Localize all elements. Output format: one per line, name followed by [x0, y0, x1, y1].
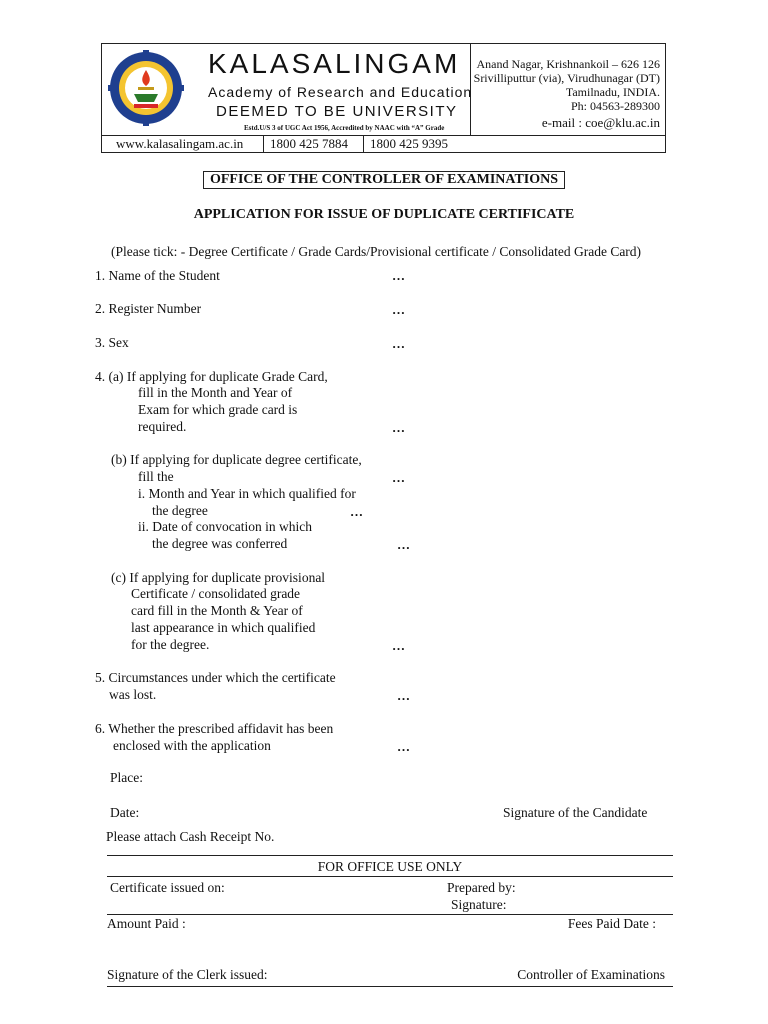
- clerk-signature-label: Signature of the Clerk issued:: [107, 967, 268, 982]
- candidate-signature-label: Signature of the Candidate: [503, 805, 648, 820]
- amount-paid-label: Amount Paid :: [107, 916, 186, 931]
- phone-number: Ph: 04563-289300: [570, 99, 660, 113]
- question-affidavit: enclosed with the application: [113, 738, 271, 753]
- answer-dots: …: [392, 268, 406, 283]
- tollfree-number: 1800 425 9395: [370, 136, 448, 151]
- question-4c: card fill in the Month & Year of: [131, 603, 303, 618]
- answer-dots: …: [392, 470, 406, 485]
- question-4b: i. Month and Year in which qualified for: [138, 486, 356, 501]
- question-4b: the degree was conferred: [152, 536, 288, 551]
- answer-dots: …: [392, 302, 406, 317]
- date-label: Date:: [110, 805, 140, 820]
- address-line: Srivilliputtur (via), Virudhunagar (DT): [473, 71, 660, 85]
- answer-dots: …: [397, 537, 411, 552]
- prepared-by-label: Prepared by:: [447, 880, 516, 895]
- tick-note: (Please tick: - Degree Certificate / Grade Cards/Provisional certificate / Consolidated Grade Card): [111, 244, 642, 259]
- question-4c: last appearance in which qualified: [131, 620, 316, 635]
- university-seal-icon: [108, 50, 184, 126]
- university-name: KALASALINGAM: [208, 48, 461, 79]
- question-4a: fill in the Month and Year of: [138, 385, 293, 400]
- question-4b: ii. Date of convocation in which: [138, 519, 312, 534]
- office-use-title-rule: [107, 876, 673, 877]
- website-link[interactable]: www.kalasalingam.ac.in: [116, 136, 244, 151]
- office-use-top-rule: [107, 855, 673, 856]
- answer-dots: …: [350, 504, 364, 519]
- question-circumstances: 5. Circumstances under which the certificate: [95, 670, 336, 685]
- contact-separator: [263, 135, 264, 153]
- office-use-title: FOR OFFICE USE ONLY: [317, 859, 463, 874]
- controller-label: Controller of Examinations: [517, 967, 665, 982]
- contact-separator: [363, 135, 364, 153]
- application-title: APPLICATION FOR ISSUE OF DUPLICATE CERTIFICATE: [193, 207, 575, 222]
- certificate-issued-label: Certificate issued on:: [110, 880, 225, 895]
- answer-dots: …: [392, 638, 406, 653]
- question-4c: Certificate / consolidated grade: [131, 586, 301, 601]
- university-accreditation: Estd.U/S 3 of UGC Act 1956, Accredited by NAAC with “A” Grade: [244, 124, 445, 132]
- answer-dots: …: [397, 688, 411, 703]
- office-title: OFFICE OF THE CONTROLLER OF EXAMINATIONS: [203, 171, 565, 189]
- email-address: e-mail : coe@klu.ac.in: [541, 115, 660, 130]
- question-4a: 4. (a) If applying for duplicate Grade Card,: [95, 369, 328, 384]
- question-affidavit: 6. Whether the prescribed affidavit has been: [95, 721, 334, 736]
- question-circumstances: was lost.: [109, 687, 157, 702]
- address-line: Tamilnadu, INDIA.: [565, 85, 660, 99]
- answer-dots: …: [392, 336, 406, 351]
- question-4b: fill the: [138, 469, 174, 484]
- question-4a: required.: [138, 419, 187, 434]
- answer-dots: …: [397, 739, 411, 754]
- question-4a: Exam for which grade card is: [138, 402, 298, 417]
- question-4c: (c) If applying for duplicate provisional: [111, 570, 326, 585]
- address-line: Anand Nagar, Krishnankoil – 626 126: [476, 57, 660, 71]
- question-4b: (b) If applying for duplicate degree certificate,: [111, 452, 362, 467]
- tollfree-number: 1800 425 7884: [270, 136, 348, 151]
- question-4b: the degree: [152, 503, 208, 518]
- question-register-number: 2. Register Number: [95, 301, 202, 316]
- question-sex: 3. Sex: [95, 335, 129, 350]
- place-label: Place:: [110, 770, 143, 785]
- office-use-bottom-rule: [107, 986, 673, 987]
- signature-label: Signature:: [451, 897, 507, 912]
- cash-receipt-label: Please attach Cash Receipt No.: [106, 829, 275, 844]
- university-academy: Academy of Research and Education: [208, 84, 473, 100]
- answer-dots: …: [392, 420, 406, 435]
- question-student-name: 1. Name of the Student: [95, 268, 220, 283]
- office-use-mid-rule: [107, 914, 673, 915]
- question-4c: for the degree.: [131, 637, 210, 652]
- fees-paid-date-label: Fees Paid Date :: [567, 916, 656, 931]
- university-status: DEEMED TO BE UNIVERSITY: [216, 103, 458, 120]
